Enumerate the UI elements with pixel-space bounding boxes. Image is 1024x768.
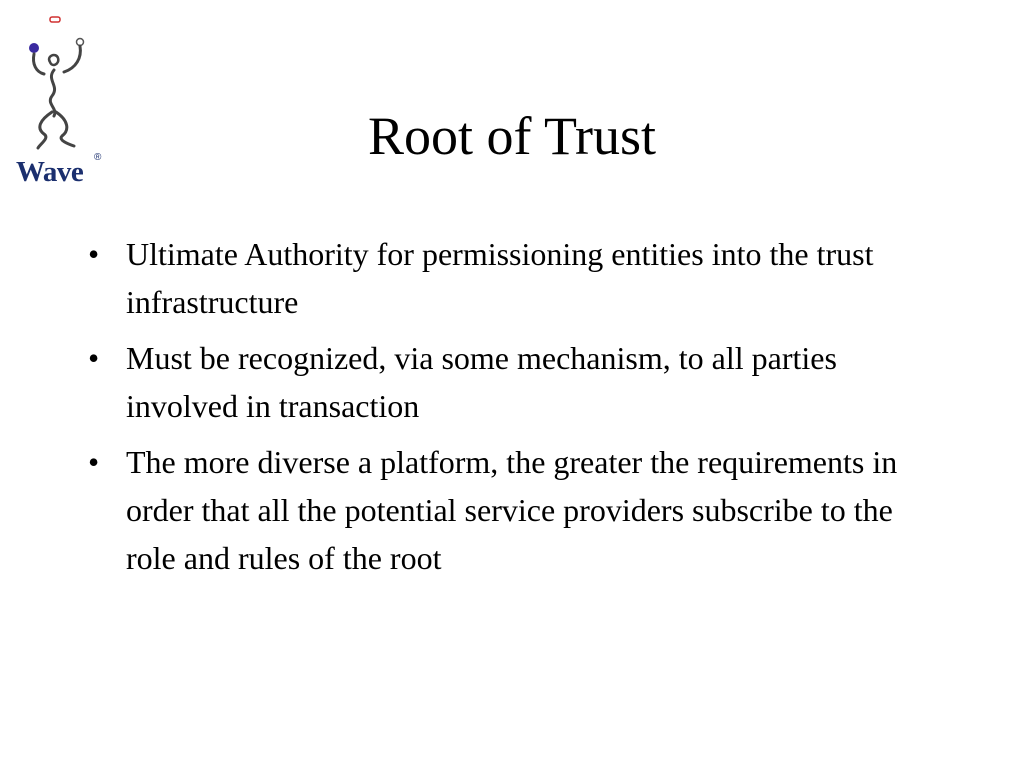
bullet-text: Ultimate Authority for permissioning entities into the trust infrastructure bbox=[126, 236, 874, 320]
bullet-item bbox=[88, 230, 936, 326]
bullet-symbol: • bbox=[88, 340, 100, 376]
bullet-item bbox=[88, 438, 936, 582]
bullet-item bbox=[88, 334, 936, 430]
wave-logo-text: Wave bbox=[16, 156, 84, 188]
registered-mark: ® bbox=[94, 152, 102, 163]
bullet-symbol: • bbox=[88, 444, 100, 480]
bullet-text: Must be recognized, via some mechanism, to all parties involved in transaction bbox=[126, 340, 837, 424]
bullet-text: The more diverse a platform, the greater the requirements in order that all the potential service providers subscribe to the role and rules of the root bbox=[126, 444, 898, 576]
bullet-list bbox=[88, 230, 936, 590]
bullet-symbol: • bbox=[88, 236, 100, 272]
slide-title: Root of Trust bbox=[367, 106, 657, 166]
